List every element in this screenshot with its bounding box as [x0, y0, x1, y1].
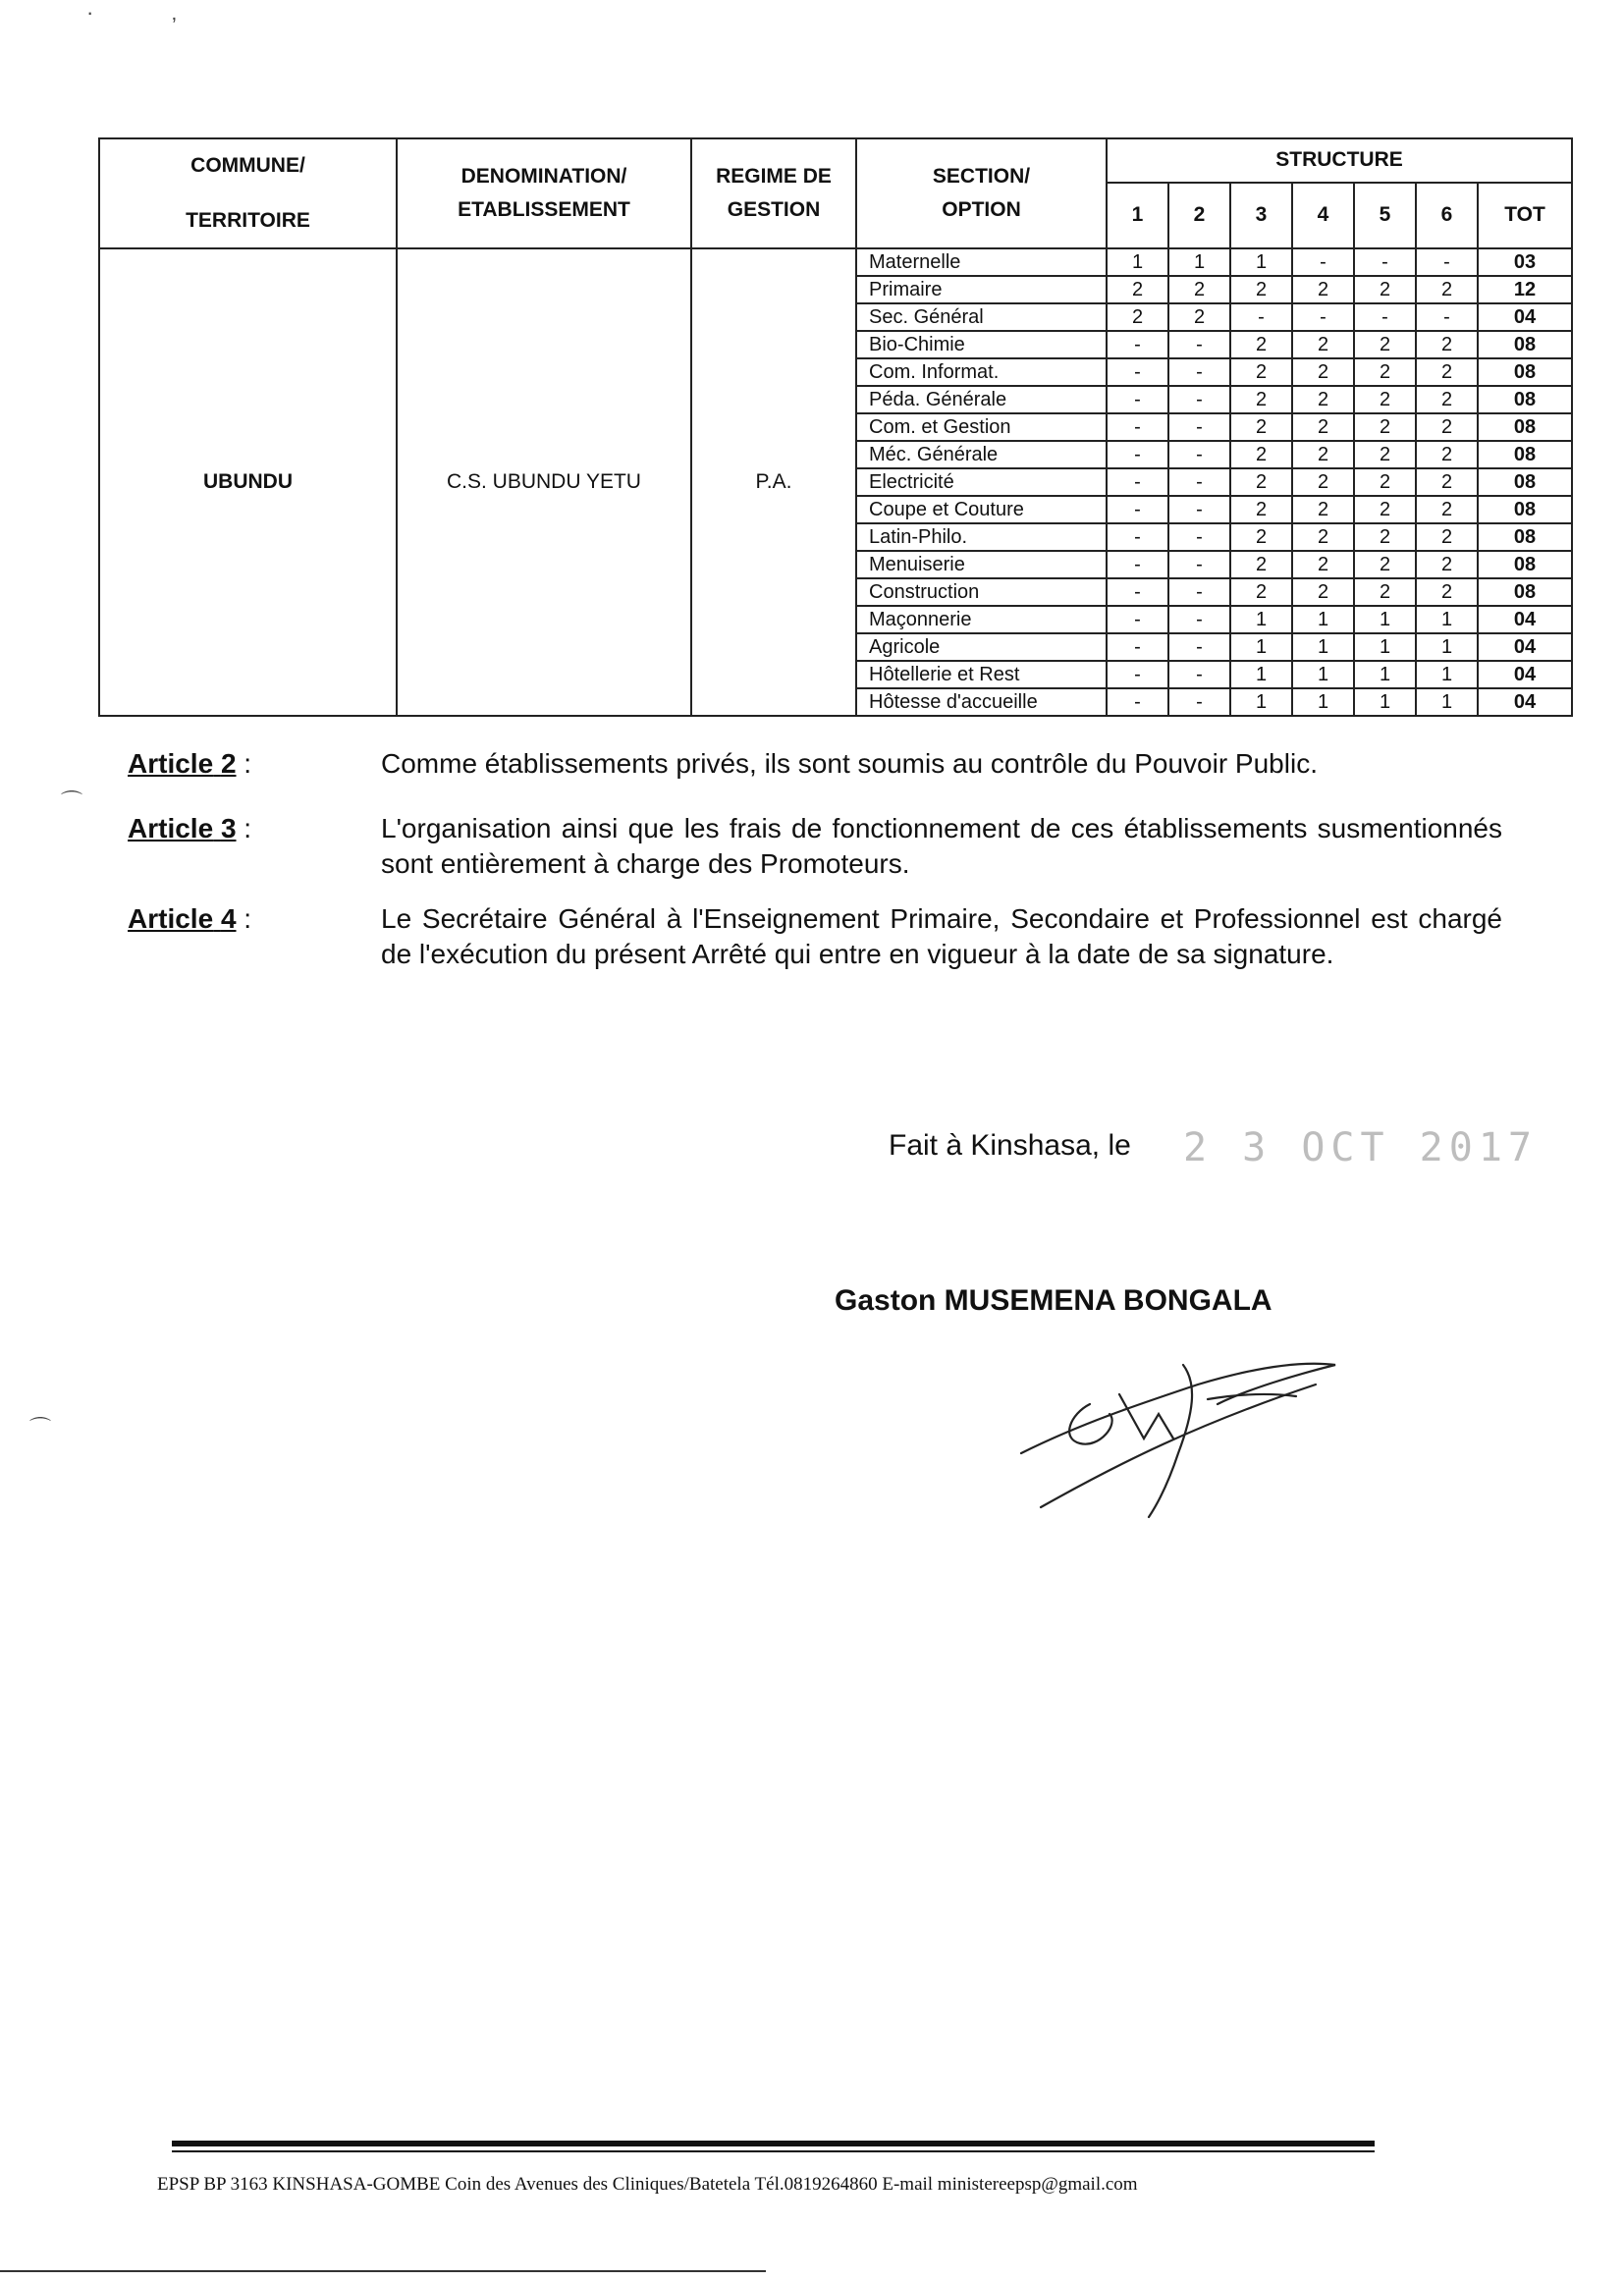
structure-cell: 1 — [1416, 633, 1478, 661]
structure-cell: - — [1354, 303, 1416, 331]
structure-cell: - — [1168, 358, 1230, 386]
section-option-cell: Bio-Chimie — [856, 331, 1107, 358]
school-structure-table — [98, 137, 1573, 717]
structure-cell: 2 — [1292, 578, 1354, 606]
article-4-label-num: 4 — [220, 903, 237, 934]
header-section-line1: SECTION/ — [932, 165, 1031, 188]
header-regime — [691, 138, 856, 248]
structure-cell: 2 — [1292, 358, 1354, 386]
section-option-cell: Electricité — [856, 468, 1107, 496]
structure-cell: 2 — [1292, 496, 1354, 523]
structure-cell: 2 — [1292, 386, 1354, 413]
structure-cell: - — [1107, 441, 1168, 468]
article-4 — [128, 901, 1502, 1019]
article-2-label — [128, 746, 251, 782]
total-cell: 04 — [1478, 688, 1572, 716]
structure-cell: 1 — [1292, 606, 1354, 633]
scan-mark-left: ⌒ — [61, 789, 83, 814]
structure-cell: 2 — [1354, 578, 1416, 606]
signer-name: Gaston MUSEMENA BONGALA — [835, 1284, 1272, 1317]
total-cell: 08 — [1478, 386, 1572, 413]
structure-cell: 2 — [1230, 331, 1292, 358]
structure-cell: - — [1107, 413, 1168, 441]
structure-cell: 2 — [1416, 551, 1478, 578]
header-commune-line1: COMMUNE/ — [190, 154, 305, 177]
section-option-cell: Menuiserie — [856, 551, 1107, 578]
structure-cell: 1 — [1416, 661, 1478, 688]
structure-cell: - — [1416, 303, 1478, 331]
structure-cell: 2 — [1354, 276, 1416, 303]
structure-cell: - — [1168, 688, 1230, 716]
section-option-cell: Hôtesse d'accueille — [856, 688, 1107, 716]
structure-cell: - — [1107, 606, 1168, 633]
structure-cell: 2 — [1292, 331, 1354, 358]
article-3-label-suffix: : — [236, 813, 252, 843]
structure-cell: - — [1292, 303, 1354, 331]
structure-cell: 1 — [1230, 688, 1292, 716]
structure-cell: - — [1354, 248, 1416, 276]
structure-cell: - — [1168, 633, 1230, 661]
structure-cell: - — [1230, 303, 1292, 331]
structure-cell: - — [1168, 551, 1230, 578]
structure-cell: 2 — [1168, 276, 1230, 303]
structure-cell: 1 — [1354, 606, 1416, 633]
structure-cell: 2 — [1354, 441, 1416, 468]
article-3-label — [128, 811, 251, 846]
article-3-label-num: 3 — [220, 813, 237, 843]
header-structure: STRUCTURE — [1107, 138, 1572, 183]
footer-address: EPSP BP 3163 KINSHASA-GOMBE Coin des Avenues des Cliniques/Batetela Tél.0819264860 E-mail ministereepsp@gmail.com — [157, 2174, 1138, 2195]
section-option-cell: Péda. Générale — [856, 386, 1107, 413]
total-cell: 04 — [1478, 633, 1572, 661]
article-2-text: Comme établissements privés, ils sont soumis au contrôle du Pouvoir Public. — [381, 748, 1318, 779]
article-3-label-word: Article — [128, 813, 214, 843]
structure-cell: 2 — [1230, 523, 1292, 551]
structure-cell: 1 — [1292, 633, 1354, 661]
structure-cell: - — [1107, 358, 1168, 386]
structure-cell: 1 — [1416, 688, 1478, 716]
structure-cell: 2 — [1416, 386, 1478, 413]
handwritten-signature — [1001, 1345, 1355, 1542]
structure-cell: 2 — [1354, 413, 1416, 441]
total-cell: 12 — [1478, 276, 1572, 303]
header-commune-line2: TERRITOIRE — [186, 209, 310, 232]
article-2-label-text — [128, 748, 237, 779]
structure-cell: 2 — [1230, 578, 1292, 606]
structure-cell: - — [1107, 633, 1168, 661]
structure-cell: 2 — [1416, 413, 1478, 441]
table-row — [99, 248, 1572, 276]
structure-cell: - — [1416, 248, 1478, 276]
structure-cell: 2 — [1354, 386, 1416, 413]
total-cell: 08 — [1478, 496, 1572, 523]
total-cell: 08 — [1478, 551, 1572, 578]
structure-cell: - — [1107, 661, 1168, 688]
structure-cell: 2 — [1354, 331, 1416, 358]
total-cell: 08 — [1478, 523, 1572, 551]
structure-cell: 2 — [1416, 523, 1478, 551]
scan-mark-left: ⌒ — [29, 1416, 52, 1440]
structure-cell: 2 — [1354, 468, 1416, 496]
structure-cell: 1 — [1416, 606, 1478, 633]
commune-cell: UBUNDU — [99, 248, 397, 716]
date-stamp: 2 3 OCT 2017 — [1183, 1125, 1538, 1170]
structure-cell: - — [1168, 386, 1230, 413]
structure-cell: 1 — [1292, 661, 1354, 688]
structure-col-4: 4 — [1292, 183, 1354, 248]
structure-col-total: TOT — [1478, 183, 1572, 248]
structure-cell: - — [1107, 331, 1168, 358]
section-option-cell: Construction — [856, 578, 1107, 606]
structure-cell: 1 — [1354, 633, 1416, 661]
etablissement-cell: C.S. UBUNDU YETU — [397, 248, 691, 716]
footer-rule-thick — [172, 2141, 1375, 2146]
structure-cell: 2 — [1230, 441, 1292, 468]
structure-cell: 2 — [1416, 468, 1478, 496]
structure-col-6: 6 — [1416, 183, 1478, 248]
article-4-label — [128, 901, 251, 937]
section-option-cell: Primaire — [856, 276, 1107, 303]
section-option-cell: Maternelle — [856, 248, 1107, 276]
page-bottom-rule — [0, 2270, 766, 2272]
article-4-label-text — [128, 903, 237, 934]
structure-cell: - — [1168, 661, 1230, 688]
structure-cell: - — [1107, 688, 1168, 716]
structure-cell: - — [1292, 248, 1354, 276]
structure-cell: 2 — [1230, 386, 1292, 413]
structure-cell: 2 — [1168, 303, 1230, 331]
scan-speck: ʼ — [172, 14, 177, 38]
total-cell: 04 — [1478, 661, 1572, 688]
article-3 — [128, 811, 1502, 890]
structure-cell: - — [1107, 523, 1168, 551]
structure-cell: 1 — [1107, 248, 1168, 276]
structure-cell: - — [1107, 468, 1168, 496]
structure-cell: 2 — [1416, 276, 1478, 303]
structure-cell: 2 — [1230, 468, 1292, 496]
structure-cell: 2 — [1230, 276, 1292, 303]
structure-cell: 2 — [1292, 468, 1354, 496]
structure-cell: - — [1168, 331, 1230, 358]
structure-cell: 2 — [1354, 523, 1416, 551]
section-option-cell: Agricole — [856, 633, 1107, 661]
section-option-cell: Com. Informat. — [856, 358, 1107, 386]
header-regime-line1: REGIME DE — [716, 165, 832, 188]
structure-cell: - — [1107, 386, 1168, 413]
header-section — [856, 138, 1107, 248]
structure-cell: - — [1168, 468, 1230, 496]
structure-col-1: 1 — [1107, 183, 1168, 248]
total-cell: 08 — [1478, 331, 1572, 358]
table-body — [99, 248, 1572, 716]
total-cell: 08 — [1478, 413, 1572, 441]
structure-cell: 1 — [1230, 661, 1292, 688]
structure-cell: 2 — [1292, 276, 1354, 303]
structure-cell: 2 — [1416, 441, 1478, 468]
article-4-label-suffix: : — [236, 903, 252, 934]
structure-cell: 1 — [1230, 248, 1292, 276]
structure-cell: - — [1107, 551, 1168, 578]
section-option-cell: Coupe et Couture — [856, 496, 1107, 523]
total-cell: 04 — [1478, 303, 1572, 331]
structure-cell: 1 — [1168, 248, 1230, 276]
section-option-cell: Hôtellerie et Rest — [856, 661, 1107, 688]
structure-cell: - — [1168, 413, 1230, 441]
article-2 — [128, 746, 1502, 786]
header-denomination-line1: DENOMINATION/ — [460, 165, 627, 188]
header-regime-line2: GESTION — [727, 198, 821, 221]
structure-cell: 2 — [1416, 331, 1478, 358]
structure-cell: 2 — [1230, 551, 1292, 578]
structure-cell: 2 — [1107, 276, 1168, 303]
structure-cell: 2 — [1354, 551, 1416, 578]
structure-cell: 2 — [1416, 358, 1478, 386]
structure-col-2: 2 — [1168, 183, 1230, 248]
total-cell: 04 — [1478, 606, 1572, 633]
structure-cell: - — [1168, 441, 1230, 468]
structure-cell: 2 — [1230, 496, 1292, 523]
structure-col-5: 5 — [1354, 183, 1416, 248]
article-4-text: Le Secrétaire Général à l'Enseignement Primaire, Secondaire et Professionnel est chargé de l'exécution du présent Arrêté qui entre en vigueur à la date de sa signature. — [381, 903, 1502, 969]
section-option-cell: Méc. Générale — [856, 441, 1107, 468]
article-2-label-suffix: : — [236, 748, 252, 779]
article-2-label-num: 2 — [220, 748, 237, 779]
structure-col-3: 3 — [1230, 183, 1292, 248]
footer-rule-thin — [172, 2150, 1375, 2152]
article-2-label-word: Article — [128, 748, 214, 779]
total-cell: 03 — [1478, 248, 1572, 276]
article-4-label-word: Article — [128, 903, 214, 934]
structure-cell: 2 — [1354, 358, 1416, 386]
structure-cell: 2 — [1230, 413, 1292, 441]
structure-cell: - — [1168, 496, 1230, 523]
structure-cell: 1 — [1230, 606, 1292, 633]
section-option-cell: Sec. Général — [856, 303, 1107, 331]
structure-cell: - — [1107, 578, 1168, 606]
total-cell: 08 — [1478, 441, 1572, 468]
regime-cell: P.A. — [691, 248, 856, 716]
structure-cell: - — [1168, 578, 1230, 606]
header-denomination-line2: ETABLISSEMENT — [458, 198, 630, 221]
structure-cell: - — [1168, 606, 1230, 633]
total-cell: 08 — [1478, 578, 1572, 606]
table-header — [99, 138, 1572, 248]
article-3-label-text — [128, 813, 237, 843]
structure-cell: 1 — [1354, 661, 1416, 688]
school-structure-table-wrapper — [98, 137, 1571, 717]
structure-cell: 2 — [1292, 413, 1354, 441]
structure-cell: 2 — [1292, 523, 1354, 551]
structure-cell: 1 — [1292, 688, 1354, 716]
header-section-line2: OPTION — [942, 198, 1021, 221]
structure-cell: 2 — [1416, 496, 1478, 523]
header-denomination — [397, 138, 691, 248]
scan-speck: · — [86, 0, 94, 25]
structure-cell: 2 — [1354, 496, 1416, 523]
structure-cell: 1 — [1354, 688, 1416, 716]
section-option-cell: Com. et Gestion — [856, 413, 1107, 441]
structure-cell: 1 — [1230, 633, 1292, 661]
section-option-cell: Latin-Philo. — [856, 523, 1107, 551]
header-commune — [99, 138, 397, 248]
total-cell: 08 — [1478, 358, 1572, 386]
structure-cell: - — [1168, 523, 1230, 551]
structure-cell: 2 — [1292, 551, 1354, 578]
article-3-text: L'organisation ainsi que les frais de fonctionnement de ces établissements susmentionnés sont entièrement à charge des Promoteurs. — [381, 813, 1502, 879]
section-option-cell: Maçonnerie — [856, 606, 1107, 633]
structure-cell: 2 — [1230, 358, 1292, 386]
structure-cell: 2 — [1416, 578, 1478, 606]
total-cell: 08 — [1478, 468, 1572, 496]
structure-cell: - — [1107, 496, 1168, 523]
structure-cell: 2 — [1292, 441, 1354, 468]
structure-cell: 2 — [1107, 303, 1168, 331]
fait-a-kinshasa: Fait à Kinshasa, le — [889, 1129, 1131, 1162]
